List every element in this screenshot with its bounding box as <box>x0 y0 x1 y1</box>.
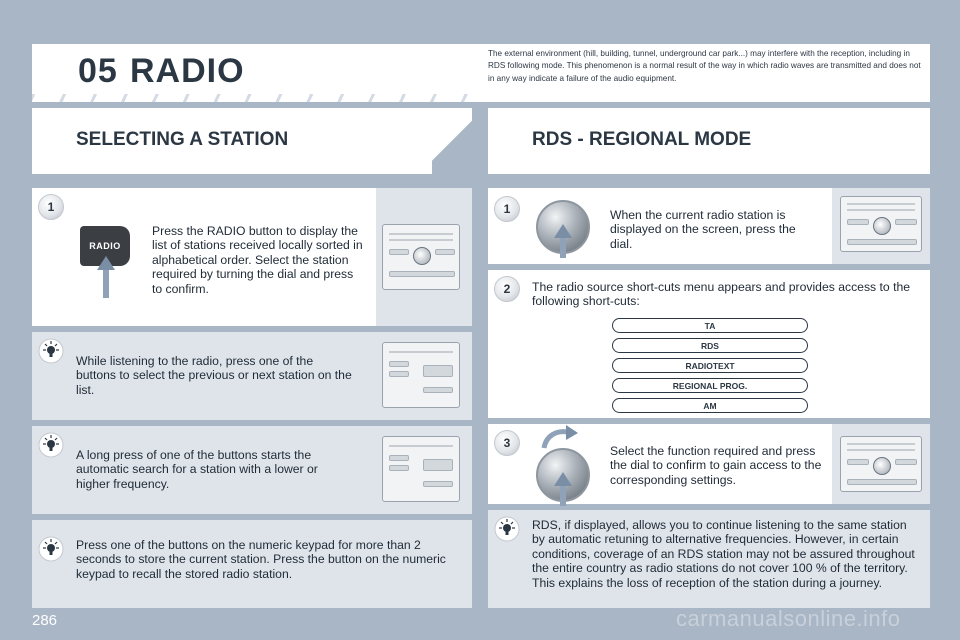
step-badge: 2 <box>494 276 520 302</box>
right-tip-text: RDS, if displayed, allows you to continue listening to the same station by automatic retuning to alternative frequencies. However, in certain conditions, coverage of an RDS station may not be assured throughout the entire country as radio stations do not cover 100 % of the territory. This explains the loss of reception of the station during a journey. <box>532 518 915 590</box>
page-number: 286 <box>32 612 58 629</box>
radio-unit-icon <box>840 436 922 492</box>
radio-button-label: RADIO <box>89 241 121 251</box>
tip-bulb-icon <box>38 536 64 562</box>
tip-bulb-icon <box>38 432 64 458</box>
left-tip1-text: While listening to the radio, press one of the buttons to select the previous or next station on the list. <box>76 354 352 397</box>
step-badge: 1 <box>494 196 520 222</box>
tip-bulb-icon <box>494 516 520 542</box>
radio-unit-icon <box>382 224 460 290</box>
shortcut-regional-prog[interactable]: REGIONAL PROG. <box>612 378 808 393</box>
step-badge: 3 <box>494 430 520 456</box>
header-stripes <box>32 94 472 102</box>
step-badge: 1 <box>38 194 64 220</box>
chapter-number: 05 <box>78 52 118 90</box>
right-step2-text: The radio source short-cuts menu appears and provides access to the following short-cuts: <box>532 280 911 309</box>
press-arrow-icon <box>554 472 572 506</box>
left-tip2-text: A long press of one of the buttons starts the automatic search for a station with a lower or higher frequency. <box>76 448 318 491</box>
right-step1-text: When the current radio station is displayed on the screen, press the dial. <box>610 208 796 251</box>
right-section-title: RDS - REGIONAL MODE <box>532 129 752 150</box>
left-tip3-text: Press one of the buttons on the numeric keypad for more than 2 seconds to store the current station. Press the button on the numeric keypad to recall the stored radio station. <box>76 538 446 581</box>
radio-unit-icon <box>382 342 460 408</box>
left-step1-text: Press the RADIO button to display the list of stations received locally sorted in alphabetical order. Select the station required by turning the dial and press to confirm. <box>152 224 363 296</box>
header-note: The external environment (hill, building, tunnel, underground car park...) may interfere with the reception, including in RDS following mode. This phenomenon is a normal result of the way in which radio waves are transmitted and does not in any way indicate a failure of the audio equipment. <box>488 49 921 83</box>
shortcut-radiotext[interactable]: RADIOTEXT <box>612 358 808 373</box>
left-section-title: SELECTING A STATION <box>76 129 289 150</box>
shortcut-rds[interactable]: RDS <box>612 338 808 353</box>
left-section-bar-corner <box>432 108 472 174</box>
radio-unit-icon <box>382 436 460 502</box>
watermark: carmanualsonline.info <box>676 606 901 631</box>
press-arrow-icon <box>97 256 115 298</box>
tip-bulb-icon <box>38 338 64 364</box>
radio-unit-icon <box>840 196 922 252</box>
shortcut-am[interactable]: AM <box>612 398 808 413</box>
press-arrow-icon <box>554 224 572 258</box>
shortcut-ta[interactable]: TA <box>612 318 808 333</box>
right-step3-text: Select the function required and press the dial to confirm to gain access to the corresponding settings. <box>610 444 822 487</box>
chapter-title: RADIO <box>130 52 245 90</box>
